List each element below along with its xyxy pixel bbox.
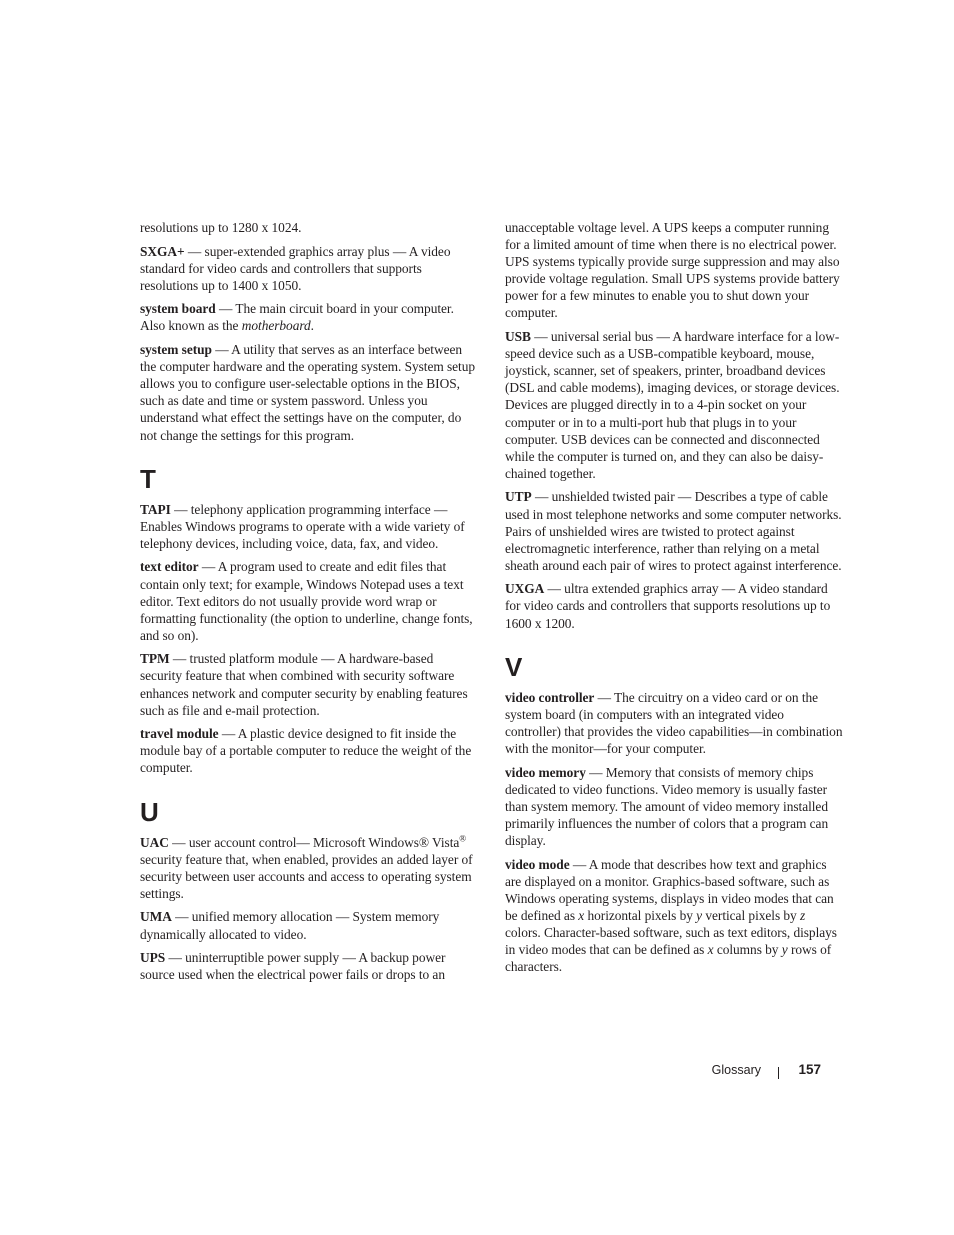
term-separator: — <box>594 689 615 705</box>
glossary-term: system board <box>140 301 216 317</box>
term-separator: — <box>198 559 218 575</box>
glossary-entry-continuation <box>505 219 843 322</box>
left-column <box>140 219 478 990</box>
definition-text: telephony application programming interface — Enables Windows programs to operate with a wide variety of telephony devices, including voice, data, fax, and video. <box>140 501 465 551</box>
glossary-term: travel module <box>140 726 219 742</box>
glossary-entry-ups <box>140 949 478 983</box>
term-separator: — <box>168 834 189 850</box>
definition-text: unshielded twisted pair — Describes a type of cable used in most telephone networks and some computer networks. Pairs of unshielded wires are twisted to protect against electromagnetic interference, rather than relying on a metal sheath around each pair of wires to protect against interference. <box>505 489 842 573</box>
definition-text: ultra extended graphics array — A video standard for video cards and controllers that supports resolutions up to 1600 x 1200. <box>505 581 831 631</box>
glossary-term: UMA <box>140 909 172 925</box>
section-heading-v: V <box>505 651 523 682</box>
definition-text: colors. Character-based software, such as text editors, displays in video modes that can be defined as <box>505 924 837 957</box>
page-number: 157 <box>798 1062 821 1077</box>
glossary-entry-tpm <box>140 650 478 718</box>
glossary-term: UPS <box>140 950 166 966</box>
definition-text: The main circuit board in your computer. Also known as the <box>140 301 454 334</box>
definition-text: A program used to create and edit files that contain only text; for example, Windows Notepad uses a text editor. Text editors do not usually provide word wrap or formatting functionality (the option to underline, change fonts, and so on). <box>140 559 473 643</box>
term-separator: — <box>585 764 606 780</box>
glossary-term: UTP <box>505 489 532 505</box>
glossary-entry-system-setup <box>140 341 478 444</box>
definition-text: vertical pixels by <box>702 907 800 923</box>
glossary-entry-video-mode <box>505 856 843 976</box>
footer-divider <box>778 1067 779 1079</box>
glossary-entry-sxga <box>140 243 478 294</box>
glossary-term: text editor <box>140 559 199 575</box>
term-separator: — <box>211 342 232 358</box>
term-separator: — <box>544 581 565 597</box>
glossary-entry-uac <box>140 834 478 902</box>
section-heading-t: T <box>140 463 156 494</box>
glossary-entry-uma <box>140 908 478 942</box>
definition-text-end: security feature that, when enabled, provides an added layer of security between user accounts and access to operating system settings. <box>140 851 473 901</box>
term-separator: — <box>218 726 238 742</box>
footer-section-label: Glossary <box>711 1063 761 1077</box>
italic-variable: y <box>781 941 788 957</box>
italic-variable: x <box>707 941 714 957</box>
term-separator: — <box>531 489 552 505</box>
glossary-entry-system-board <box>140 300 478 334</box>
term-separator: — <box>165 950 186 966</box>
term-separator: — <box>184 243 205 259</box>
definition-text: super-extended graphics array plus — A video standard for video cards and controllers that supports resolutions up to 1400 x 1050. <box>140 243 451 293</box>
definition-text: universal serial bus — A hardware interface for a low-speed device such as a USB-compatible keyboard, mouse, joystick, scanner, set of speakers, printer, broadband devices (DSL and cable modems), imaging devices, or storage devices. Devices are plugged directly in to a 4-pin socket on your computer or in to a multi-port hub that plugs in to your computer. USB devices can be connected and disconnected while the computer is turned on, and they can also be daisy-chained together. <box>505 329 840 481</box>
glossary-entry-uxga <box>505 580 843 631</box>
glossary-entry-video-memory <box>505 764 843 849</box>
glossary-term: TPM <box>140 651 170 667</box>
term-separator: — <box>170 501 191 517</box>
page-footer <box>0 1061 821 1081</box>
definition-text: A plastic device designed to fit inside the module bay of a portable computer to reduce the weight of the computer. <box>140 726 472 776</box>
glossary-entry-continuation <box>140 219 478 236</box>
glossary-entry-usb <box>505 328 843 482</box>
italic-variable: x <box>578 907 585 923</box>
glossary-entry-travel-module <box>140 725 478 776</box>
glossary-term: SXGA+ <box>140 243 185 259</box>
definition-text: resolutions up to 1280 x 1024. <box>140 220 302 235</box>
definition-text-end: . <box>310 318 314 334</box>
definition-text: A mode that describes how text and graphics are displayed on a monitor. Graphics-based software, such as Windows operating systems, displays in video modes that can be defined as <box>505 856 834 923</box>
term-separator: — <box>169 651 190 667</box>
definition-text: unified memory allocation — System memory dynamically allocated to video. <box>140 909 440 942</box>
registered-mark: ® <box>459 833 467 844</box>
definition-text: trusted platform module — A hardware-based security feature that when combined with security software enhances network and computer security by enabling features such as file and e-mail protection. <box>140 651 468 718</box>
definition-text: The circuitry on a video card or on the system board (in computers with an integrated video controller) that provides the video capabilities—in combination with the monitor—for your computer. <box>505 689 843 756</box>
italic-term: motherboard <box>241 318 311 334</box>
glossary-term: video controller <box>505 689 595 705</box>
glossary-term: video mode <box>505 856 570 872</box>
term-separator: — <box>171 909 192 925</box>
glossary-entry-utp <box>505 488 843 573</box>
glossary-term: TAPI <box>140 501 171 517</box>
section-heading-u: U <box>140 796 159 827</box>
glossary-entry-tapi <box>140 501 478 552</box>
term-separator: — <box>569 856 589 872</box>
italic-variable: z <box>800 907 806 923</box>
definition-text: A utility that serves as an interface between the computer hardware and the operating system. System setup allows you to configure user-selectable options in the BIOS, such as date and time or system password. Unless you understand what effect the settings have on the computer, do not change the settings for this program. <box>140 342 476 443</box>
definition-text: user account control— Microsoft Windows® Vista <box>188 834 460 850</box>
term-separator: — <box>530 329 551 345</box>
term-separator: — <box>215 301 236 317</box>
definition-text: columns by <box>713 941 782 957</box>
definition-text: Memory that consists of memory chips dedicated to video functions. Video memory is usually faster than system memory. The amount of video memory installed primarily influences the number of colors that a program can display. <box>505 764 829 848</box>
right-column <box>505 219 843 982</box>
glossary-term: USB <box>505 329 531 345</box>
glossary-term: system setup <box>140 342 212 358</box>
glossary-term: UAC <box>140 834 169 850</box>
glossary-term: video memory <box>505 764 586 780</box>
definition-text: uninterruptible power supply — A backup power source used when the electrical power fails or drops to an <box>140 950 446 983</box>
italic-variable: y <box>696 907 703 923</box>
glossary-term: UXGA <box>505 581 545 597</box>
definition-text: rows of characters. <box>505 941 832 975</box>
definition-text: horizontal pixels by <box>584 907 697 923</box>
definition-text: unacceptable voltage level. A UPS keeps a computer running for a limited amount of time when there is no electrical power. UPS systems typically provide surge suppression and may also provide voltage regulation. Small UPS systems provide battery power for a few minutes to enable you to shut down your computer. <box>505 220 840 321</box>
glossary-entry-text-editor <box>140 558 478 643</box>
glossary-entry-video-controller <box>505 689 843 757</box>
